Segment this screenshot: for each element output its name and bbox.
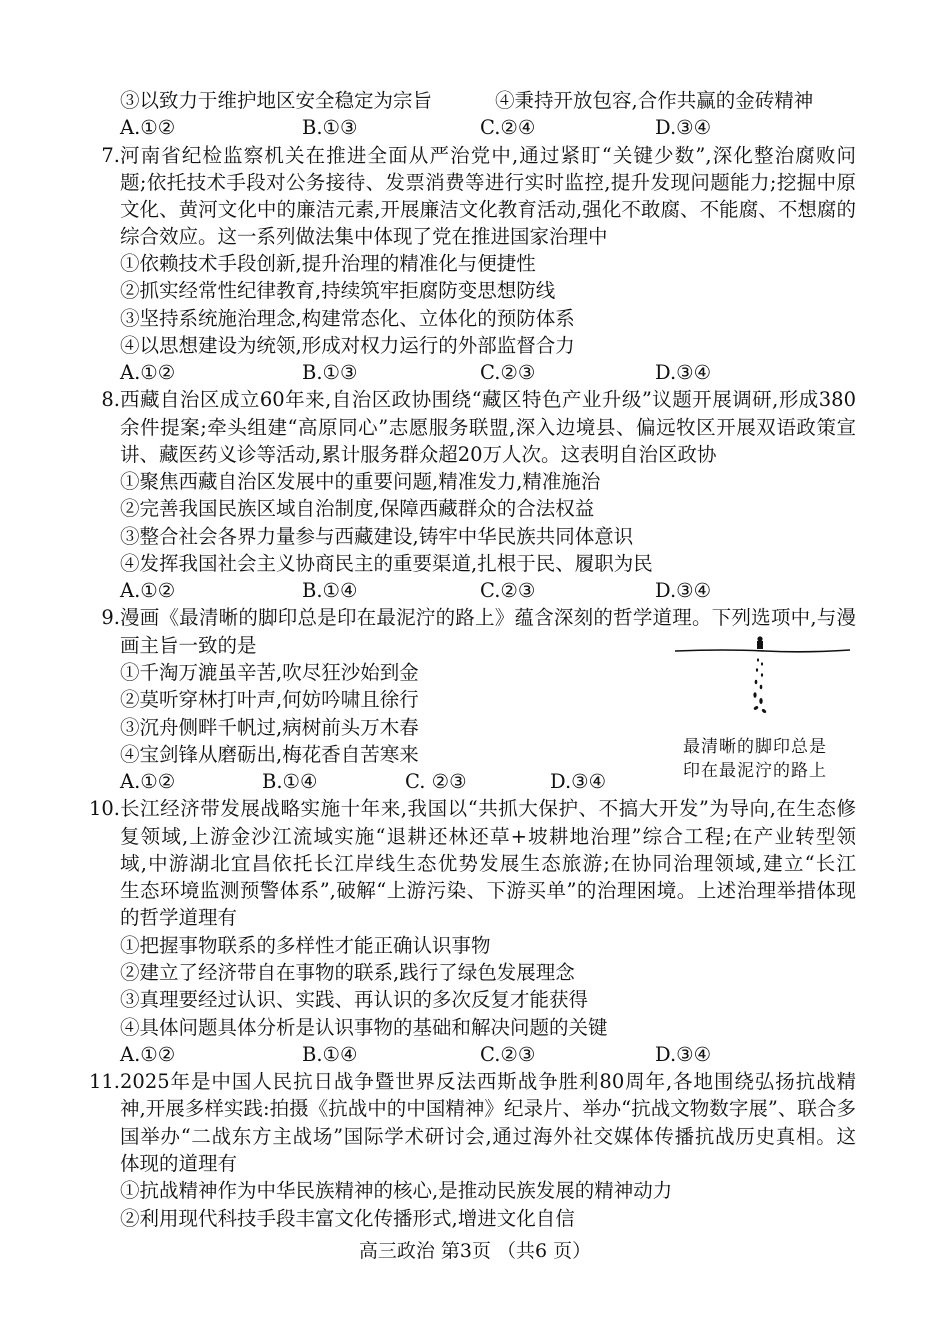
line-text: ③整合社会各界力量参与西藏建设,铸牢中华民族共同体意识 [120, 525, 634, 548]
answer-option: B.①④ [262, 770, 318, 793]
answer-option: A.①② [120, 579, 176, 602]
line-text: 河南省纪检监察机关在推进全面从严治党中,通过紧盯“关键少数”,深化整治腐败问 [120, 144, 856, 167]
question-stem [88, 795, 856, 822]
line-text: ④宝剑锋从磨砺出,梅花香自苦寒来 [120, 743, 419, 766]
question-stem [101, 604, 856, 631]
question-stem [101, 386, 856, 413]
line-text: 长江经济带发展战略实施十年来,我国以“共抓大保护、不搞大开发”为导向,在生态修 [120, 797, 856, 820]
text-line [120, 305, 856, 332]
line-text: ②完善我国民族区域自治制度,保障西藏群众的合法权益 [120, 497, 595, 520]
line-text: ③以致力于维护地区安全稳定为宗旨 [120, 89, 433, 112]
text-line [120, 959, 856, 986]
line-text: ③沉舟侧畔千帆过,病树前头万木春 [120, 716, 419, 739]
answer-option: C.②③ [480, 579, 536, 602]
line-text: ④发挥我国社会主义协商民主的重要渠道,扎根于民、履职为民 [120, 552, 653, 575]
answer-option: D.③④ [655, 1043, 712, 1066]
text-line [120, 1177, 856, 1204]
text-line [120, 877, 856, 904]
line-text: 生态环境监测预警体系”,破解“上游污染、下游买单”的治理困境。上述治理举措体现 [120, 879, 856, 902]
line-text: 漫画《最清晰的脚印总是印在最泥泞的路上》蕴含深刻的哲学道理。下列选项中,与漫 [120, 606, 856, 629]
text-line [120, 986, 856, 1013]
question-number: 8. [101, 388, 120, 411]
text-line [120, 1095, 856, 1122]
line-text: 文化、黄河文化中的廉洁元素,开展廉洁文化教育活动,强化不敢腐、不能腐、不想腐的 [120, 198, 856, 221]
line-text: ①抗战精神作为中华民族精神的核心,是推动民族发展的精神动力 [120, 1179, 673, 1202]
answer-option: A.①② [120, 770, 176, 793]
line-text: ②莫听穿林打叶声,何妨吟啸且徐行 [120, 688, 419, 711]
question-stem [101, 142, 856, 169]
line-text: 复领域,上游金沙江流域实施“退耕还林还草+坡耕地治理”综合工程;在产业转型领 [120, 825, 856, 848]
cartoon-footprints [665, 632, 860, 782]
line-text: ②利用现代科技手段丰富文化传播形式,增进文化自信 [120, 1207, 575, 1230]
answer-option: A.①② [120, 1043, 176, 1066]
cartoon-caption-2: 印在最泥泞的路上 [683, 761, 827, 781]
text-line [120, 1205, 856, 1232]
line-text: 题;依托技术手段对公务接待、发票消费等进行实时监控,提升发现问题能力;挖掘中原 [120, 171, 856, 194]
line-text: ④具体问题具体分析是认识事物的基础和解决问题的关键 [120, 1016, 608, 1039]
answer-option: B.①④ [302, 1043, 358, 1066]
question-number: 9. [101, 606, 120, 629]
answer-option: C.②③ [480, 1043, 536, 1066]
question-stem [88, 1068, 856, 1095]
text-line [120, 495, 856, 522]
answer-option: B.①③ [302, 116, 358, 139]
text-line [120, 332, 856, 359]
question-number: 7. [101, 144, 120, 167]
line-text: 神,开展多样实践:拍摄《抗战中的中国精神》纪录片、举办“抗战文物数字展”、联合多 [120, 1097, 856, 1120]
footprints-drawing [665, 632, 860, 722]
line-text: 画主旨一致的是 [120, 634, 257, 657]
question-number: 11. [88, 1070, 120, 1093]
text-line [120, 414, 856, 441]
line-text: 余件提案;牵头组建“高原同心”志愿服务联盟,深入边境县、偏远牧区开展双语政策宣 [120, 416, 856, 439]
line-text: 综合效应。这一系列做法集中体现了党在推进国家治理中 [120, 225, 608, 248]
text-line [120, 250, 856, 277]
line-text: 西藏自治区成立60年来,自治区政协围绕“藏区特色产业升级”议题开展调研,形成380 [120, 388, 856, 411]
answer-option: C.②④ [480, 116, 536, 139]
line-text: 体现的道理有 [120, 1152, 238, 1175]
line-text: 2025年是中国人民抗日战争暨世界反法西斯战争胜利80周年,各地围绕弘扬抗战精 [120, 1070, 856, 1093]
question-number: 10. [88, 797, 120, 820]
line-text: ②建立了经济带自在事物的联系,践行了绿色发展理念 [120, 961, 575, 984]
text-line [120, 468, 856, 495]
text-line [120, 87, 856, 114]
line-text: ①千淘万漉虽辛苦,吹尽狂沙始到金 [120, 661, 419, 684]
answer-option: A.①② [120, 116, 176, 139]
line-text: ①聚焦西藏自治区发展中的重要问题,精准发力,精准施治 [120, 470, 601, 493]
text-line [120, 1014, 856, 1041]
text-line [120, 196, 856, 223]
line-text: 国举办“二战东方主战场”国际学术研讨会,通过海外社交媒体传播抗战历史真相。这 [120, 1125, 856, 1148]
line-text: ②抓实经常性纪律教育,持续筑牢拒腐防变思想防线 [120, 279, 556, 302]
line-text: ③真理要经过认识、实践、再认识的多次反复才能获得 [120, 988, 589, 1011]
line-text: ③坚持系统施治理念,构建常态化、立体化的预防体系 [120, 307, 575, 330]
line-text: 讲、藏医药义诊等活动,累计服务群众超20万人次。这表明自治区政协 [120, 443, 717, 466]
text-line [120, 904, 856, 931]
text-line [120, 441, 856, 468]
answer-option: C.②③ [480, 361, 536, 384]
line-text: ①依赖技术手段创新,提升治理的精准化与便捷性 [120, 252, 536, 275]
answer-option: A.①② [120, 361, 176, 384]
text-line [120, 277, 856, 304]
answer-option: B.①④ [302, 579, 358, 602]
line-text-2: ④秉持开放包容,合作共赢的金砖精神 [495, 89, 814, 112]
line-text: ④以思想建设为统领,形成对权力运行的外部监督合力 [120, 334, 575, 357]
answer-option: D.③④ [655, 361, 712, 384]
text-line [120, 223, 856, 250]
answer-option: D.③④ [550, 770, 607, 793]
text-line [120, 823, 856, 850]
answer-option: C. ②③ [405, 770, 467, 793]
page-footer: 高三政治 第3页 （共6 页） [358, 1240, 592, 1262]
text-line [120, 523, 856, 550]
text-line [120, 932, 856, 959]
text-line [120, 1123, 856, 1150]
line-text: 域,中游湖北宜昌依托长江岸线生态优势发展生态旅游;在协同治理领域,建立“长江 [120, 852, 856, 875]
cartoon-caption-1: 最清晰的脚印总是 [683, 737, 827, 757]
text-line [120, 1150, 856, 1177]
answer-option: B.①③ [302, 361, 358, 384]
text-line [120, 550, 856, 577]
text-line [120, 169, 856, 196]
line-text: ①把握事物联系的多样性才能正确认识事物 [120, 934, 491, 957]
text-line [120, 850, 856, 877]
answer-option: D.③④ [655, 116, 712, 139]
answer-option: D.③④ [655, 579, 712, 602]
line-text: 的哲学道理有 [120, 906, 238, 929]
